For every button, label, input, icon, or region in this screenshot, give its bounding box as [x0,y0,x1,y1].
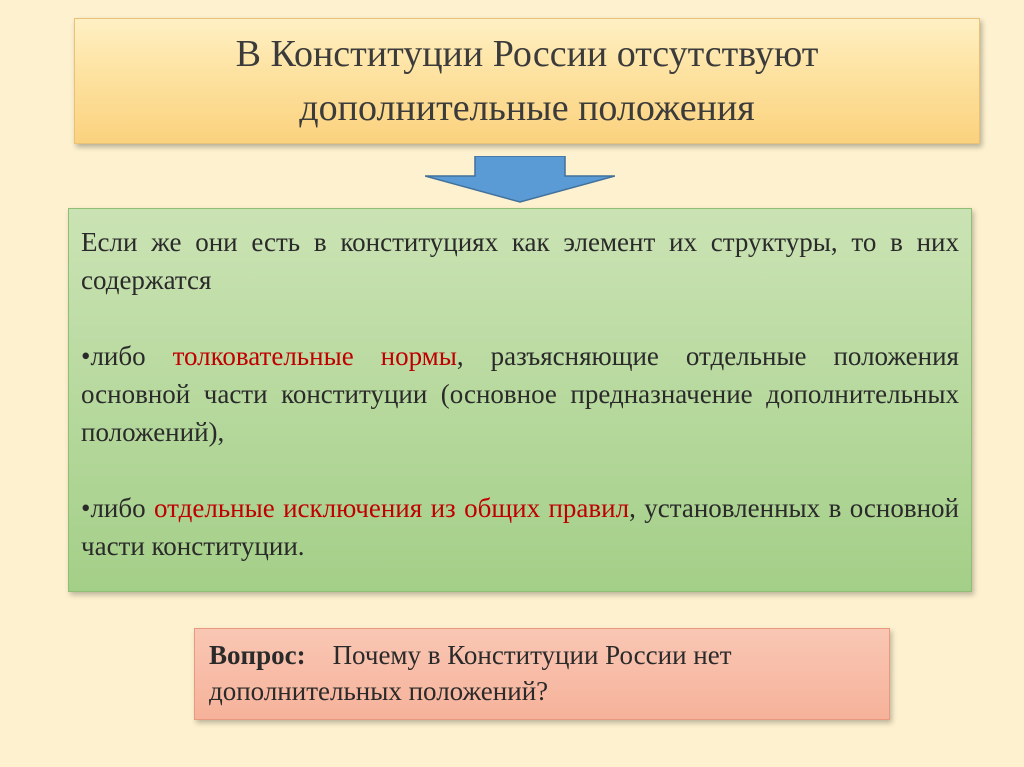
question-spacer [312,640,326,670]
bullet-1-suffix: , разъясняющие отдельные положения основной части конституции (основное предназначение дополнительных положений), [81,341,959,447]
question-text: Почему в Конституции России нет дополнительных положений? [209,640,732,706]
intro-text: Если же они есть в конституциях как элемент их структуры, то в них содержатся [81,227,959,295]
question-box [194,628,890,720]
question-label: Вопрос: [209,640,306,670]
main-content-box [68,208,972,592]
bullet-2-suffix: , установленных в основной части конституции. [81,493,959,561]
bullet-item-1 [81,337,959,451]
down-arrow-icon [425,156,615,204]
bullet-1-highlight: толковательные нормы [172,341,457,371]
title-line-1: В Конституции России отсутствуют [235,33,819,75]
bullet-1-prefix: •либо [81,341,173,371]
bullet-item-2 [81,489,959,565]
bullet-2-prefix: •либо [81,493,155,523]
title-line-2: дополнительные положения [299,87,755,129]
bullet-2-highlight: отдельные исключения из общих правил [154,493,630,523]
title-box [74,18,980,144]
